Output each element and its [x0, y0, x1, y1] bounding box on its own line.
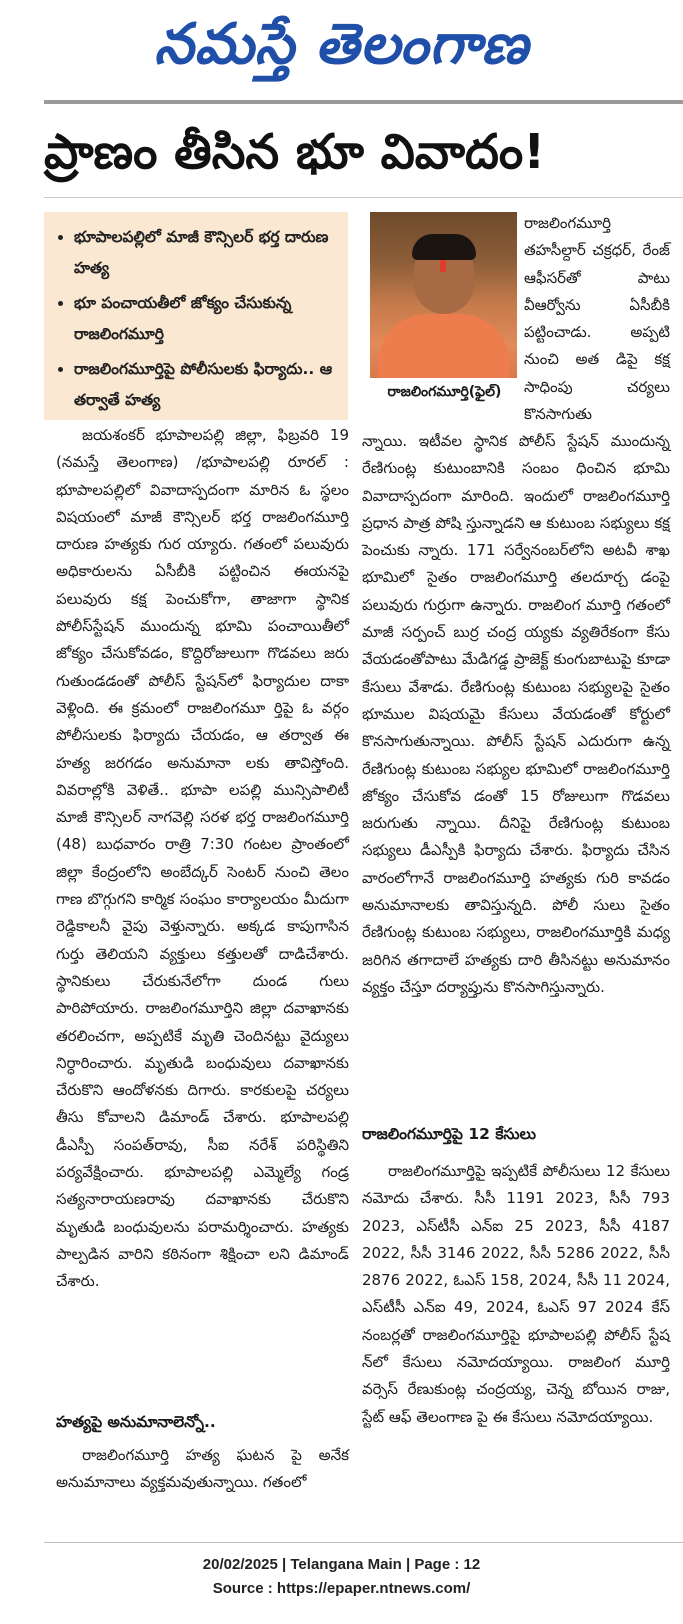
suspicions-paragraph: రాజలింగమూర్తి హత్య ఘటన పై అనేక అనుమానాలు వ్యక్తమవుతున్నాయి. గతంలో: [56, 1446, 349, 1492]
photo-hair: [412, 234, 476, 260]
column-right-top: [524, 210, 670, 428]
photo-tilak: [440, 260, 446, 272]
footer-source-line: Source : https://epaper.ntnews.com/: [212, 1580, 471, 1597]
column-left: [56, 422, 349, 1296]
portrait-photo: [370, 212, 517, 378]
footer-date-line: 20/02/2025 | Telangana Main | Page : 12: [202, 1556, 481, 1573]
footer-divider: [44, 1542, 683, 1543]
highlight-item: • రాజలింగమూర్తిపై పోలీసులకు ఫిర్యాదు.. ఆ తర్వాతే హత్య: [74, 354, 340, 416]
column-left-bottom: [56, 1442, 349, 1497]
photo-caption: రాజలింగమూర్తి(ఫైల్): [387, 384, 502, 400]
subhead-cases: రాజలింగమూర్తిపై 12 కేసులు: [362, 1125, 537, 1143]
column-right-bottom: [362, 1158, 670, 1431]
column-right-paragraph: న్నాయి. ఇటీవల స్థానిక పోలీస్ స్టేషన్ ముందున్న రేణిగుంట్ల కుటుంబానికి సంబం ధించిన భూమి వివాదాస్పదంగా మారింది. ఇందులో రాజలింగమూర్తి ప్రధాన పాత్ర పోషి స్తున్నాడని ఆ కుటుంబ సభ్యులు కక్ష పెంచుకు న్నారు. 171 సర్వేనంబర్‌లోని అటవీ శాఖ భూమిలో సైతం రాజలింగమూర్తి తలదూర్చ డంపై పలువురు గుర్రుగా ఉన్నారు. రాజలింగ మూర్తి గతంలో మాజీ సర్పంచ్ బుర్ర చంద్ర య్యకు వ్యతిరేకంగా కేసు వేయడంతోపాటు మేడిగడ్డ ప్రాజెక్ట్ కుంగుబాటుపై కూడా కేసులు వేశాడు. రేణిగుంట్ల కుటుంబ సభ్యులపై సైతం భూముల విషయమై కేసులు వేయడంతో కోర్టులో కొనసాగుతున్నాయి. పోలీస్ స్టేషన్ ఎదురుగా ఉన్న రేణిగుంట్ల కుటుంబ సభ్యుల భూమిలో రాజలింగమూర్తి జోక్యం చేసుకోవ డంతో 15 రోజులుగా గొడవలు జరుగుతు న్నాయి. దీనిపై రేణిగుంట్ల కుటుంబ సభ్యులు డీఎస్పీకి ఫిర్యాదు చేశారు. ఫిర్యాదు చేసిన వారంలోగానే రాజలింగమూర్తి హత్యకు గురి కావడం అనుమానాలకు తావిస్తున్నది. పోలీ సులు సైతం రేణిగుంట్ల కుటుంబ సభ్యులు, రాజలింగమూర్తికి మధ్య జరిగిన తగాదాలే హత్యకు దారి తీసినట్టు అనుమానం వ్యక్తం చేస్తూ దర్యాప్తును కొనసాగిస్తున్నారు.: [362, 432, 670, 996]
masthead-divider: [44, 100, 683, 104]
cases-paragraph: రాజలింగమూర్తిపై ఇప్పటికే పోలీసులు 12 కేసులు నమోదు చేశారు. సీసీ 1191 2023, సీసీ 793 2023, ఎస్‌టీసీ ఎన్‌ఐ 25 2023, సీసీ 4187 2022, సీసీ 3146 2022, సీసీ 5286 2022, సీసీ 2876 2022, ఓఎస్ 158, 2024, సీసీ 11 2024, ఎస్‌టీసీ ఎన్‌ఐ 49, 2024, ఓఎస్ 97 2024 కేస్ నంబర్లతో రాజలింగమూర్తిపై భూపాలపల్లి పోలీస్ స్టేష న్‌లో కేసులు నమోదయ్యాయి. రాజలింగ మూర్తి వర్సెస్ రేణుకుంట్ల చంద్రయ్య, చెన్న బోయిన రాజు, స్టేట్ ఆఫ్ తెలంగాణ పై ఈ కేసులు నమోదయ్యాయి.: [362, 1162, 670, 1426]
highlights-list: [52, 222, 340, 416]
headline: ప్రాణం తీసిన భూ వివాదం!: [44, 124, 546, 180]
subhead-suspicions: హత్యపై అనుమానాలెన్నో..: [56, 1413, 216, 1431]
highlight-item: • భూ పంచాయతీలో జోక్యం చేసుకున్న రాజలింగమూర్తి: [74, 288, 340, 350]
headline-divider: [44, 197, 683, 198]
masthead: [0, 0, 683, 96]
column-right-top-text: రాజలింగమూర్తి తహసీల్దార్ చక్రధర్, రేంజ్ ఆఫీసర్‌తో పాటు వీఆర్వోను ఏసీబీకి పట్టించాడు. అప్పటి నుంచి అత డిపై కక్ష సాధింపు చర్యలు కొనసాగుతు: [524, 214, 670, 424]
article-dateline-paragraph: జయశంకర్ భూపాలపల్లి జిల్లా, ఫిబ్రవరి 19 (నమస్తే తెలంగాణ) /భూపాలపల్లి రూరల్ : భూపాలపల్లిలో వివాదాస్పదంగా మారిన ఓ స్థలం విషయంలో మాజీ కౌన్సిలర్ భర్త రాజలింగమూర్తి దారుణ హత్యకు గుర య్యారు. గతంలో పలువురు అధికారులను ఏసీబీకి పట్టించిన ఈయనపై పలువురు కక్ష పెంచుకోగా, తాజాగా స్థానిక పోలీస్‌స్టేషన్ ముందున్న భూమి పంచాయితీలో జోక్యం చేసుకోవడం, కొద్దిరోజులుగా గొడవలు జరు గుతుండడంతో పోలీస్ స్టేషన్‌లో ఫిర్యాదుల దాకా వెళ్లింది. ఈ క్రమంలో రాజలింగమూ ర్తిపై ఓ వర్గం పోలీసులకు ఫిర్యాదు చేయడం, ఆ తర్వాత ఈ హత్య జరగడం అనుమానా లకు తావిస్తోంది. వివరాల్లోకి వెళితే.. భూపా లపల్లి మున్సిపాలిటీ మాజీ కౌన్సిలర్ నాగవెల్లి సరళ భర్త రాజలింగమూర్తి (48) బుధవారం రాత్రి 7:30 గంటల ప్రాంతంలో జిల్లా కేంద్రంలోని అంబేద్కర్ సెంటర్ నుంచి తెలం గాణ బొగ్గుగని కార్మిక సంఘం కార్యాలయం మీదుగా రెడ్డికాలనీ వైపు వెళ్తున్నారు. అక్కడ కాపుగాసిన గుర్తు తెలియని వ్యక్తులు కత్తులతో దాడిచేశారు. స్థానికులు చేరుకునేలోగా దుండ గులు పారిపోయారు. రాజలింగమూర్తిని జిల్లా దవాఖానకు తరలించగా, అప్పటికే మృతి చెందినట్టు వైద్యులు నిర్ధారించారు. మృతుడి బంధువులు దవాఖానకు చేరుకొని ఆందోళనకు దిగారు. కారకులపై చర్యలు తీసు కోవాలని డిమాండ్ చేశారు. భూపాలపల్లి డీఎస్పీ సంపత్‌రావు, సీఐ నరేశ్ పరిస్థితిని పర్యవేక్షించారు. భూపాలపల్లి ఎమ్మెల్యే గండ్ర సత్యనారాయణరావు దవాఖానకు చేరుకొని మృతుడి బంధువులను పరామర్శించారు. హత్యకు పాల్పడిన వారిని కఠినంగా శిక్షించా లని డిమాండ్ చేశారు.: [56, 426, 349, 1291]
photo-shirt: [378, 314, 510, 378]
highlight-item: • భూపాలపల్లిలో మాజీ కౌన్సిలర్ భర్త దారుణ హత్య: [74, 222, 340, 284]
highlights-box: [44, 212, 348, 420]
newspaper-name: నమస్తే తెలంగాణ: [154, 11, 529, 77]
column-right: [362, 428, 670, 1001]
